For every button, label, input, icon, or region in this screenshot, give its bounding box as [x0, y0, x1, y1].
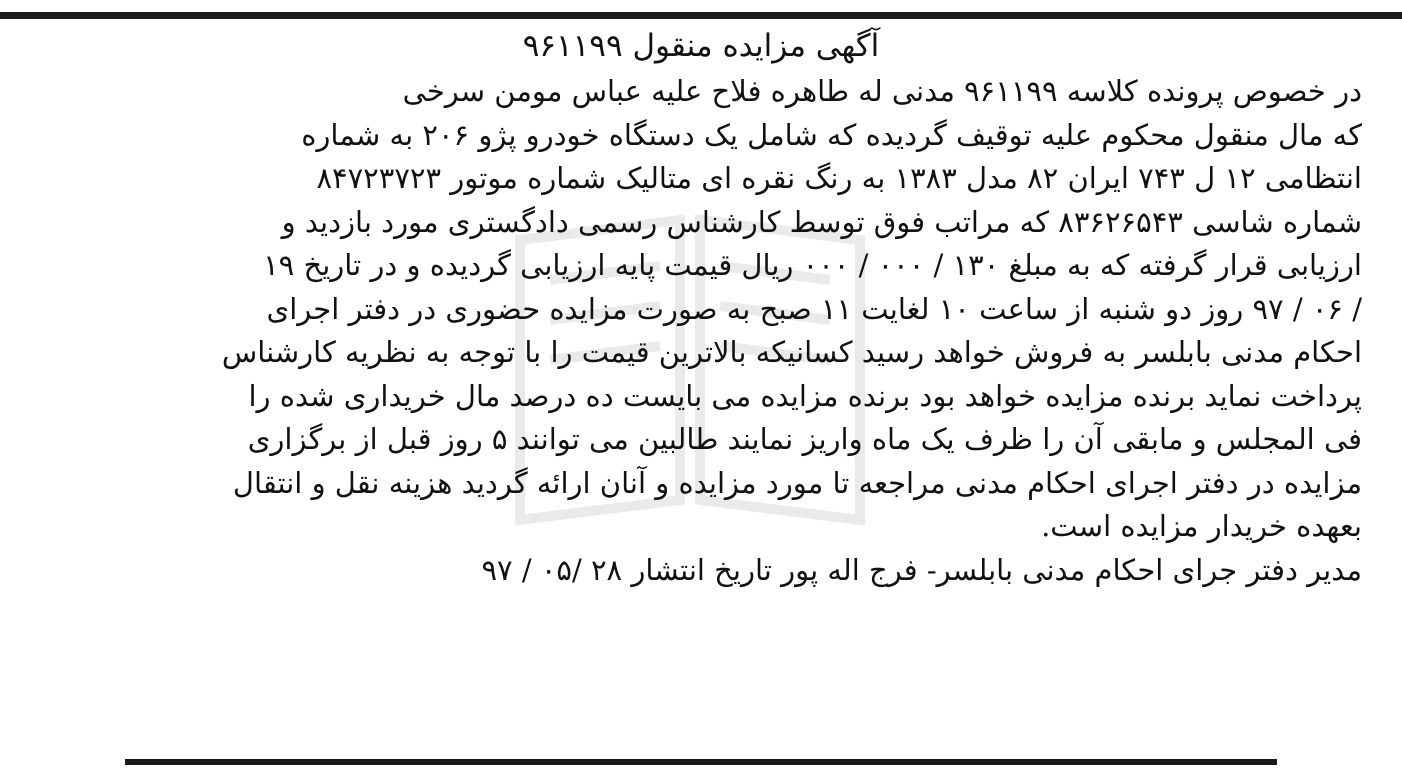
body-line: احکام مدنی بابلسر به فروش خواهد رسید کسانیکه بالاترین قیمت را با توجه به نظریه کارشناس: [221, 335, 1362, 369]
body-line: / ۰۶ / ۹۷ روز دو شنبه از ساعت ۱۰ لغایت ۱۱ صبح به صورت مزایده حضوری در دفتر اجرای: [266, 291, 1362, 326]
auction-notice: [40, 26, 1362, 592]
body-line: پرداخت نماید برنده مزایده خواهد بود برنده مزایده می بایست ده درصد مال خریداری شده را: [248, 378, 1362, 413]
notice-body: [40, 70, 1362, 549]
body-line: انتظامی ۱۲ ل ۷۴۳ ایران ۸۲ مدل ۱۳۸۳ به رنگ نقره ای متالیک شماره موتور ۸۴۷۲۳۷۲۳: [316, 161, 1362, 195]
top-divider: [0, 12, 1402, 19]
body-line: ارزیابی قرار گرفته که به مبلغ ۱۳۰ / ۰۰۰ / ۰۰۰ ریال قیمت پایه ارزیابی گردیده و در تاریخ ۱۹: [263, 248, 1362, 282]
bottom-divider: [125, 759, 1277, 765]
body-line: فی المجلس و مابقی آن را ظرف یک ماه واریز نمایند طالبین می توانند ۵ روز قبل از برگزاری: [247, 422, 1362, 456]
body-line: مزایده در دفتر اجرای احکام مدنی مراجعه تا مورد مزایده و آنان ارائه گردید هزینه نقل و انتقال: [232, 465, 1362, 500]
notice-title: آگهی مزایده منقول ۹۶۱۱۹۹: [522, 28, 880, 64]
body-line: که مال منقول محکوم علیه توقیف گردیده که شامل یک دستگاه خودرو پژو ۲۰۶ به شماره: [301, 117, 1362, 152]
body-line: شماره شاسی ۸۳۶۲۶۵۴۳ که مراتب فوق توسط کارشناس رسمی دادگستری مورد بازدید و: [281, 204, 1362, 239]
notice-signature: مدیر دفتر جرای احکام مدنی بابلسر- فرج اله پور تاریخ انتشار ۲۸ /۰۵ / ۹۷: [481, 552, 1362, 587]
body-line: در خصوص پرونده کلاسه ۹۶۱۱۹۹ مدنی له طاهره فلاح علیه عباس مومن سرخی: [402, 74, 1362, 108]
body-line: بعهده خریدار مزایده است.: [1041, 509, 1362, 543]
